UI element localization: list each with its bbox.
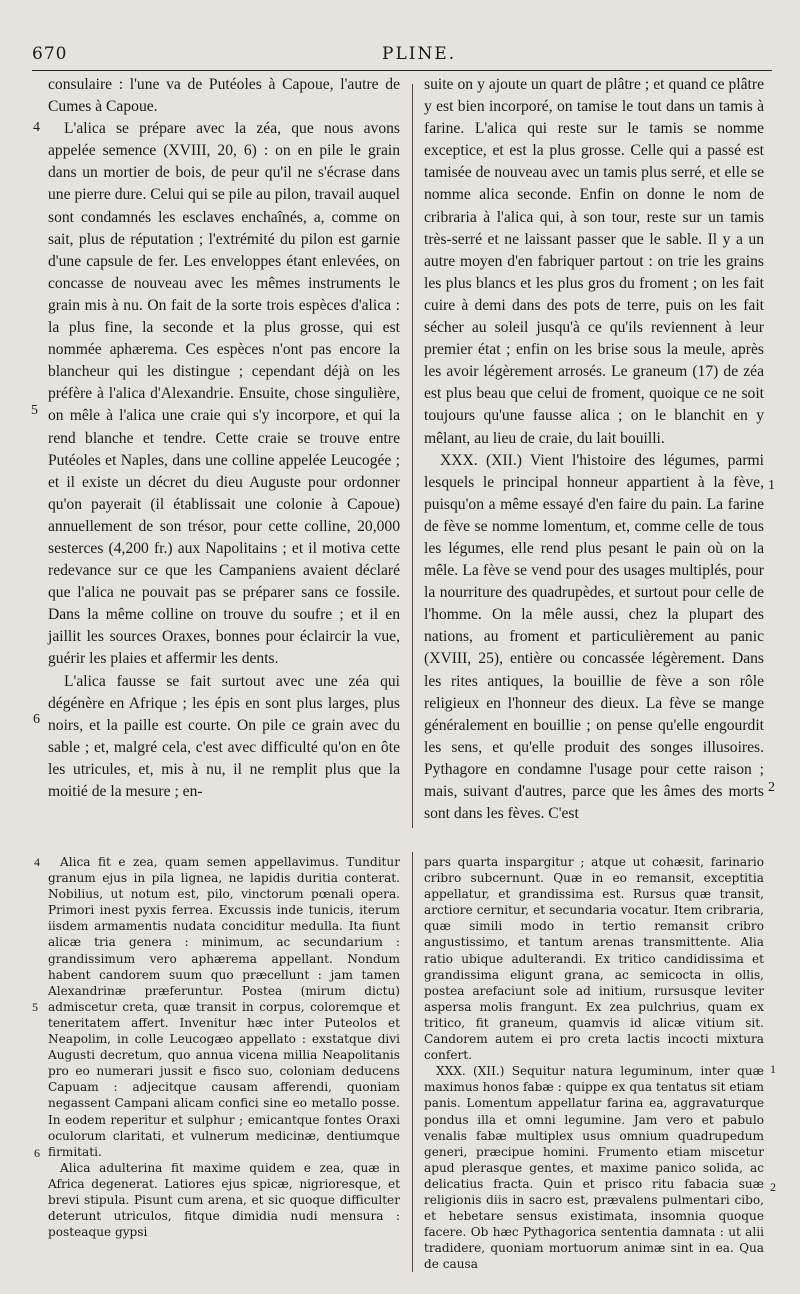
latin-note-6: Alica adulterina fit maxime quidem e zea, quæ in Africa degenerat. Latiores ejus spicæ, nigrioresque, et brevi stipula. Pisunt cum arena, et sic quoque difficulter deterunt utriculos, fitque dimidia nudi mensura : posteaque gypsi <box>48 1160 400 1240</box>
page-number: 670 <box>32 44 68 64</box>
page-header <box>32 44 772 70</box>
header-rule <box>32 70 772 71</box>
main-text-left-column <box>48 74 400 803</box>
paragraph-chapter-30: XXX. (XII.) Vient l'histoire des légumes, parmi lesquels le principal honneur appartient à la fève, puisqu'on a même essayé d'en faire du pain. La farine de fève se nomme lomentum, et, comme celle de tous les légumes, elle rend plus pesant le pain où on la mêle. La fève se vend pour des usages multiplés, pour la nourriture des quadrupèdes, et surtout pour celle de l'homme. On la mêle aussi, chez la plupart des nations, au froment et particulièrement au panic (XVIII, 25), entière ou concassée légèrement. Dans les rites antiques, la bouillie de fève a son rôle religieux en l'honneur des dieux. La fève se mange généralement en bouillie ; on pense qu'elle engourdit les sens, et qu'elle produit des songes illusoires. Pythagore en condamne l'usage pour cette raison ; mais, suivant d'autres, parce que les âmes des morts sont dans les fèves. C'est <box>424 451 764 823</box>
main-text-right-column <box>424 74 764 825</box>
latin-note-continued: pars quarta inspargitur ; atque ut cohæsit, farinario cribro subcernunt. Quæ in eo remansit, exceptitia appellatur, et grandissima est. Rursus quæ transit, arctiore cernitur, et secundaria vocatur. Item cribraria, quæ simili modo in tertio remansit cribro angustissimo, et tantum arenas transmittente. Alia ratio ubique adulterandi. Ex tritico candidissima et grandissima eligunt grana, ac semicocta in ollis, postea arefaciunt sole ad initium, rursusque leviter aspersa molis frangunt. Ex zea pulchrius, quam ex tritico, fit graneum, quamvis id alicæ vitium sit. Candorem autem ei pro creta lactis incocti mixtura confert. <box>424 855 764 1063</box>
paragraph-continued-right: suite on y ajoute un quart de plâtre ; et quand ce plâtre y est bien incorporé, on tamise le tout dans un tamis à farine. L'alica qui reste sur le tamis se nomme exceptice, et est la plus grosse. Celle qui a passé est tamisée de nouveau avec un tamis plus serré, et elle se nomme alica seconde. Enfin on donne le nom de cribraria à l'alica qui, à son tour, reste sur un tamis très-serré et ne laissant passer que le sable. Il y a un autre moyen d'en fabriquer partout : on trie les grains les plus blancs et les plus gros du froment ; on les fait cuire à demi dans des pots de terre, puis on les fait sécher au soleil jusqu'à ce qu'ils reviennent à leur premier état ; enfin on les brise sous la meule, après les avoir légèrement arrosés. Le graneum (17) de zéa est plus beau que celui de froment, quoique ce ne soit toujours qu'une fausse alica ; on le blanchit en y mêlant, au lieu de craie, du lait bouilli. <box>424 76 764 447</box>
latin-note-chapter-30: XXX. (XII.) Sequitur natura leguminum, inter quæ maximus honos fabæ : quippe ex qua tentatus sit etiam panis. Lomentum appellatur farina ea, aggravaturque pondus illa et omni legumine. Jam vero et pabulo venalis fabæ multiplex usus omnium quadrupedum generi, præcipue homini. Frumento etiam miscetur apud plerasque gentes, et maxime panico solida, ac delicatius fracta. Quin et prisco ritu fabacia suæ religionis diis in sacro est, prævalens pulmentari cibo, et hebetare sensus existimata, insomnia quoque facere. Ob hæc Pythagorica sententia damnata : ut alii tradidere, quoniam mortuorum animæ sint in ea. Qua de causa <box>424 1064 764 1272</box>
margin-number-5: 5 <box>31 403 38 418</box>
latin-note-4: Alica fit e zea, quam semen appellavimus. Tunditur granum ejus in pila lignea, ne lapidis duritia conterat. Nobilius, ut notum est, pilo, vinctorum pœnali opera. Primori inest pyxis ferrea. Excussis inde tunicis, iterum iisdem armamentis nudata conciditur medulla. Ita fiunt alicæ tria genera : minimum, ac secundarium : grandissimum vero aphærema appellant. Nondum habent candorem suum quo præcellunt : jam tamen Alexandrinæ præferuntur. Postea (mirum dictu) admiscetur creta, quæ transit in corpus, coloremque et teneritatem affert. Invenitur hæc inter Puteolos et Neapolim, in colle Leucogæo appellato : exstatque divi Augusti decretum, quo annua vicena millia Neapolitanis pro eo numerari jussit e fisco suo, coloniam deducens Capuam : adjecitque causam afferendi, quoniam negassent Campani alicam confici sine eo metallo posse. In eodem reperitur et sulphur ; emicantque fontes Oraxi oculorum claritati, et vulnerum medicinæ, dentiumque firmitati. <box>48 855 400 1159</box>
latin-notes-right-column <box>424 854 764 1272</box>
paragraph-4: L'alica se prépare avec la zéa, que nous avons appelée semence (XVIII, 20, 6) : on en pile le grain dans un mortier de bois, de peur qu'il ne s'écrase dans une pierre dure. Celui qui se pile au pilon, travail auquel sont condamnés les esclaves enchaînés, a, comme on sait, plus de réputation ; l'extrémité du pilon est garnie d'une capsule de fer. Les enveloppes étant enlevées, on concasse de nouveau avec les mêmes instruments le grain mis à nu. On fait de la sorte trois espèces d'alica : la plus fine, la seconde et la plus grosse, qui est nommée aphærema. Ces espèces n'ont pas encore la blancheur qui les distingue ; cependant déjà on les préfère à l'alica d'Alexandrie. Ensuite, chose singulière, on mêle à l'alica une craie qui s'y incorpore, et qui la rend blanche et tendre. Cette craie se trouve entre Putéoles et Naples, dans une colline appelée Leucogée ; et il existe un décret du dieu Auguste pour ordonner qu'on payerait (il établissait une colonie à Capoue) annuellement de son trésor, pour cette colline, 20,000 sesterces (4,200 fr.) aux Napolitains ; et il motiva cette redevance sur ce que les Campaniens avaient déclaré que l'alica ne pouvait pas se préparer sans ce fossile. Dans la même colline on trouve du soufre ; et il en jaillit les sources Oraxes, bonnes pour éclaircir la vue, guérir les plaies et affermir les dents. <box>48 120 400 668</box>
column-divider-main <box>412 84 413 828</box>
note-margin-number-4: 4 <box>34 855 40 869</box>
margin-number-4: 4 <box>33 120 40 135</box>
paragraph-6: L'alica fausse se fait surtout avec une zéa qui dégénère en Afrique ; les épis en sont plus larges, plus noirs, et la paille est courte. On pile ce grain avec du sable ; et, malgré cela, c'est avec difficulté qu'on en ôte les utricules, et, mis à nu, il ne remplit plus que la moitié de la mesure ; en- <box>48 672 400 800</box>
latin-notes-left-column <box>48 854 400 1240</box>
margin-number-1: 1 <box>768 478 775 493</box>
margin-number-6: 6 <box>33 712 40 727</box>
margin-number-2: 2 <box>768 780 775 795</box>
column-divider-notes <box>412 852 413 1272</box>
note-margin-number-6: 6 <box>34 1146 40 1160</box>
note-margin-number-1: 1 <box>770 1062 776 1076</box>
paragraph-continuation: consulaire : l'une va de Putéoles à Capoue, l'autre de Cumes à Capoue. <box>48 76 400 116</box>
running-title: PLINE. <box>382 44 457 64</box>
note-margin-number-5: 5 <box>32 1000 38 1014</box>
note-margin-number-2: 2 <box>770 1180 776 1194</box>
